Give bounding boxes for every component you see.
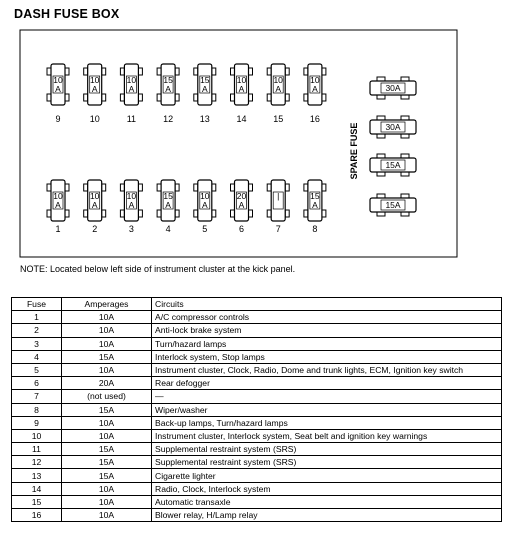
- circuits-cell: Radio, Clock, Interlock system: [152, 482, 502, 495]
- fuse-5-unit: A: [201, 200, 208, 210]
- fuse-12-rating: 15: [163, 75, 173, 85]
- amperage-cell: 15A: [62, 443, 152, 456]
- header-circuits: Circuits: [152, 298, 502, 311]
- circuits-cell: Turn/hazard lamps: [152, 337, 502, 350]
- fuse-number-cell: 11: [12, 443, 62, 456]
- fuse-box-diagram: [0, 0, 517, 262]
- fuse-4-number: 4: [165, 224, 171, 234]
- circuits-cell: Rear defogger: [152, 377, 502, 390]
- fuse-15: [267, 64, 289, 124]
- circuits-cell: Cigarette lighter: [152, 469, 502, 482]
- fuse-9-rating: 10: [53, 75, 63, 85]
- fuse-14-rating: 10: [236, 75, 247, 85]
- fuse-table: [11, 297, 502, 522]
- circuits-cell: —: [152, 390, 502, 403]
- fuse-number-cell: 5: [12, 363, 62, 376]
- fuse-number-cell: 9: [12, 416, 62, 429]
- fuse-5-rating: 10: [200, 191, 210, 201]
- circuits-cell: Instrument cluster, Interlock system, Seat belt and ignition key warnings: [152, 429, 502, 442]
- fuse-1-rating: 10: [53, 191, 63, 201]
- fuse-9-number: 9: [55, 114, 61, 124]
- fuse-9-unit: A: [55, 84, 61, 94]
- fuse-11-number: 11: [126, 114, 137, 124]
- fuse-1-number: 1: [55, 224, 61, 234]
- fuse-3-rating: 10: [126, 191, 137, 201]
- table-row: [12, 311, 502, 324]
- spare-fuse-2-rating: 30A: [385, 122, 401, 132]
- fuse-1-unit: A: [55, 200, 61, 210]
- fuse-13-number: 13: [199, 114, 210, 124]
- table-row: [12, 443, 502, 456]
- fuse-6-number: 6: [238, 224, 245, 234]
- fuse-number-cell: 14: [12, 482, 62, 495]
- fuse-7: [267, 180, 289, 234]
- fuse-16-rating: 10: [310, 75, 320, 85]
- amperage-cell: 10A: [62, 324, 152, 337]
- table-row: [12, 363, 502, 376]
- amperage-cell: 10A: [62, 416, 152, 429]
- circuits-cell: Back-up lamps, Turn/hazard lamps: [152, 416, 502, 429]
- fuse-11: [120, 64, 142, 124]
- fuse-number-cell: 3: [12, 337, 62, 350]
- amperage-cell: 10A: [62, 429, 152, 442]
- amperage-cell: 15A: [62, 350, 152, 363]
- fuse-10-number: 10: [89, 114, 100, 124]
- table-row: [12, 456, 502, 469]
- fuse-8: [304, 180, 326, 234]
- circuits-cell: Automatic transaxle: [152, 495, 502, 508]
- fuse-7-rating: |: [277, 191, 280, 201]
- table-row: [12, 324, 502, 337]
- fuse-number-cell: 1: [12, 311, 62, 324]
- fuse-10: [84, 64, 106, 124]
- fuse-3: [120, 180, 142, 234]
- fuse-2-rating: 10: [89, 191, 100, 201]
- fuse-16-unit: A: [312, 84, 318, 94]
- circuits-cell: Blower relay, H/Lamp relay: [152, 509, 502, 522]
- fuse-number-cell: 2: [12, 324, 62, 337]
- fuse-10-rating: 10: [89, 75, 100, 85]
- fuse-10-unit: A: [91, 84, 98, 94]
- fuse-2-unit: A: [91, 200, 98, 210]
- fuse-14: [231, 64, 253, 124]
- fuse-8-number: 8: [312, 224, 318, 234]
- header-fuse: Fuse: [12, 298, 62, 311]
- fuse-3-unit: A: [128, 200, 135, 210]
- fuse-11-unit: A: [128, 84, 135, 94]
- fuse-15-unit: A: [275, 84, 282, 94]
- circuits-cell: Supplemental restraint system (SRS): [152, 456, 502, 469]
- spare-fuse-1-rating: 30A: [385, 83, 401, 93]
- table-row: [12, 403, 502, 416]
- fuse-15-rating: 10: [273, 75, 283, 85]
- fuse-number-cell: 7: [12, 390, 62, 403]
- fuse-12: [157, 64, 179, 124]
- spare-fuse-label: SPARE FUSE: [349, 122, 359, 180]
- fuse-number-cell: 12: [12, 456, 62, 469]
- amperage-cell: 10A: [62, 337, 152, 350]
- fuse-11-rating: 10: [126, 75, 137, 85]
- fuse-14-number: 14: [236, 114, 247, 124]
- fuse-6-unit: A: [238, 200, 245, 210]
- fuse-number-cell: 15: [12, 495, 62, 508]
- amperage-cell: 20A: [62, 377, 152, 390]
- fuse-8-rating: 15: [310, 191, 320, 201]
- circuits-cell: Supplemental restraint system (SRS): [152, 443, 502, 456]
- fuse-number-cell: 8: [12, 403, 62, 416]
- circuits-cell: A/C compressor controls: [152, 311, 502, 324]
- table-row: [12, 495, 502, 508]
- circuits-cell: Wiper/washer: [152, 403, 502, 416]
- circuits-cell: Anti-lock brake system: [152, 324, 502, 337]
- table-row: [12, 350, 502, 363]
- fuse-8-unit: A: [312, 200, 318, 210]
- fuse-number-cell: 16: [12, 509, 62, 522]
- fuse-2: [84, 180, 106, 234]
- fuse-13-unit: A: [201, 84, 208, 94]
- amperage-cell: (not used): [62, 390, 152, 403]
- fuse-5: [194, 180, 216, 234]
- circuits-cell: Interlock system, Stop lamps: [152, 350, 502, 363]
- amperage-cell: 10A: [62, 311, 152, 324]
- table-header-row: [12, 298, 502, 311]
- table-row: [12, 429, 502, 442]
- fuse-16-number: 16: [309, 114, 320, 124]
- spare-fuse-2: [370, 116, 416, 138]
- amperage-cell: 15A: [62, 456, 152, 469]
- spare-fuse-1: [370, 77, 416, 99]
- amperage-cell: 10A: [62, 495, 152, 508]
- fuse-12-unit: A: [165, 84, 171, 94]
- circuits-cell: Instrument cluster, Clock, Radio, Dome and trunk lights, ECM, Ignition key switch: [152, 363, 502, 376]
- table-row: [12, 377, 502, 390]
- location-note: NOTE: Located below left side of instrument cluster at the kick panel.: [20, 264, 296, 274]
- table-row: [12, 482, 502, 495]
- table-row: [12, 509, 502, 522]
- table-row: [12, 469, 502, 482]
- spare-fuse-4-rating: 15A: [385, 200, 401, 210]
- spare-fuse-3: [370, 154, 416, 176]
- fuse-6-rating: 20: [236, 191, 247, 201]
- fuse-13-rating: 15: [200, 75, 210, 85]
- fuse-12-number: 12: [163, 114, 174, 124]
- spare-fuse-4: [370, 194, 416, 216]
- fuse-14-unit: A: [238, 84, 245, 94]
- header-amperages: Amperages: [62, 298, 152, 311]
- fuse-16: [304, 64, 326, 124]
- fuse-4-unit: A: [165, 200, 171, 210]
- fuse-4-rating: 15: [163, 191, 173, 201]
- fuse-2-number: 2: [92, 224, 98, 234]
- amperage-cell: 10A: [62, 482, 152, 495]
- spare-fuse-3-rating: 15A: [385, 160, 401, 170]
- fuse-5-number: 5: [202, 224, 208, 234]
- fuse-13: [194, 64, 216, 124]
- amperage-cell: 10A: [62, 363, 152, 376]
- table-row: [12, 416, 502, 429]
- fuse-3-number: 3: [128, 224, 134, 234]
- fuse-15-number: 15: [273, 114, 284, 124]
- table-row: [12, 390, 502, 403]
- fuse-6: [231, 180, 253, 234]
- fuse-number-cell: 13: [12, 469, 62, 482]
- table-row: [12, 337, 502, 350]
- page-title: DASH FUSE BOX: [14, 7, 120, 21]
- amperage-cell: 10A: [62, 509, 152, 522]
- fuse-1: [47, 180, 69, 234]
- amperage-cell: 15A: [62, 469, 152, 482]
- fuse-number-cell: 10: [12, 429, 62, 442]
- fuse-9: [47, 64, 69, 124]
- fuse-7-number: 7: [275, 224, 281, 234]
- fuse-number-cell: 4: [12, 350, 62, 363]
- fuse-number-cell: 6: [12, 377, 62, 390]
- fuse-4: [157, 180, 179, 234]
- amperage-cell: 15A: [62, 403, 152, 416]
